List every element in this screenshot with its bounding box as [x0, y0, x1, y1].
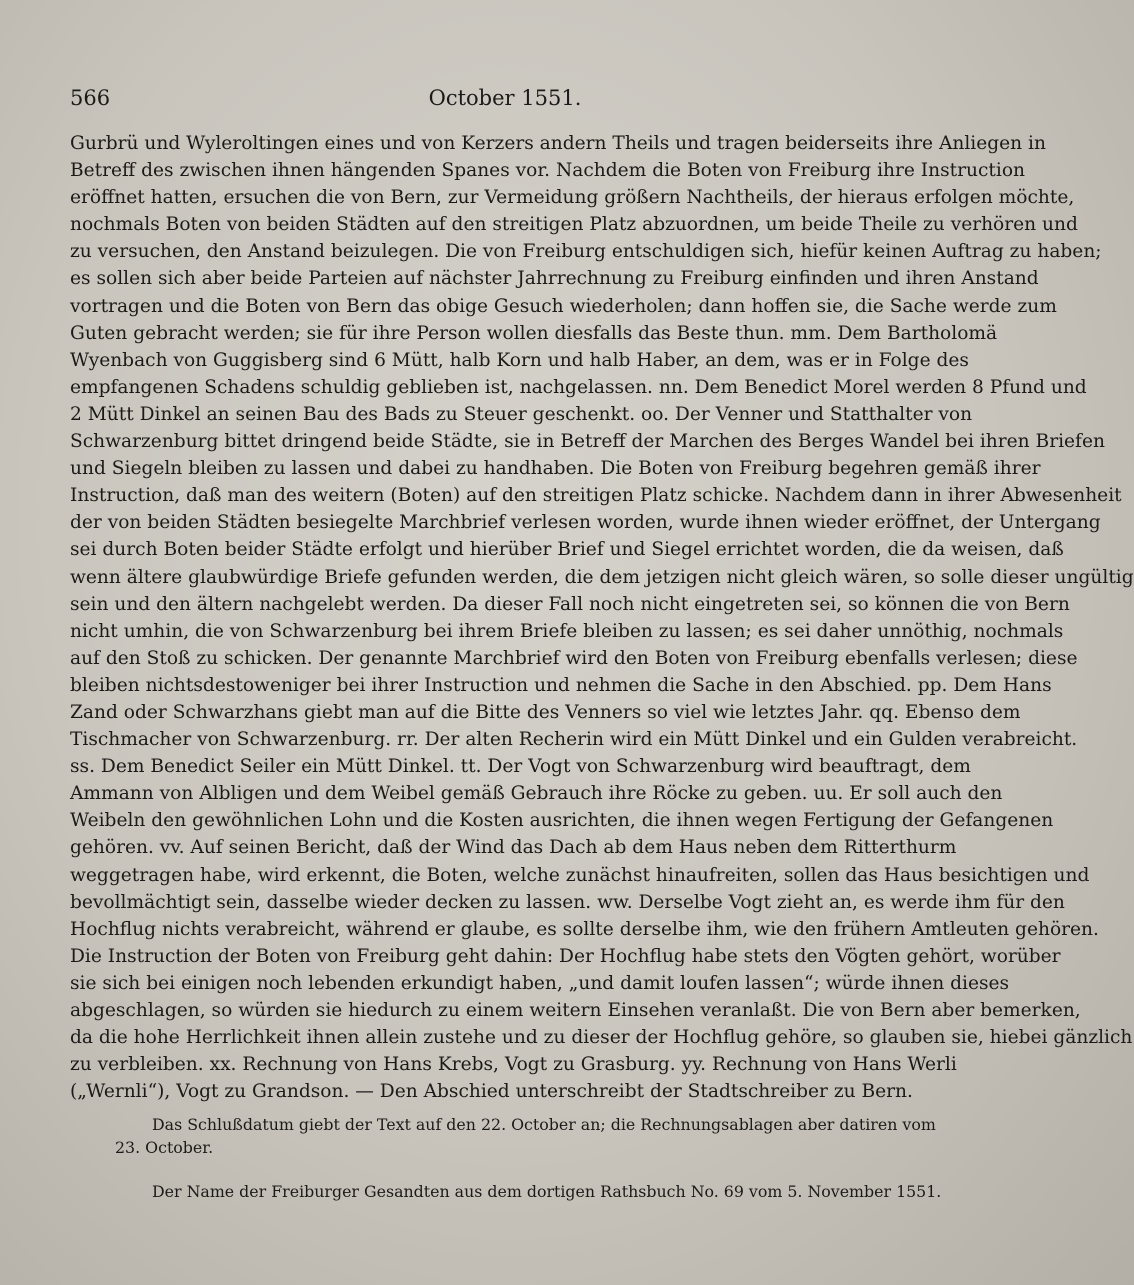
text-line: zu versuchen, den Anstand beizulegen. Die von Freiburg entschuldigen sich, hiefür keinen Auftrag zu haben;	[70, 241, 1102, 263]
text-line: nochmals Boten von beiden Städten auf den streitigen Platz abzuordnen, um beide Theile zu verhören und	[70, 214, 1078, 236]
text-line: vortragen und die Boten von Bern das obige Gesuch wiederholen; dann hoffen sie, die Sache werde zum	[70, 295, 1057, 317]
text-line: Zand oder Schwarzhans giebt man auf die Bitte des Venners so viel wie letztes Jahr. qq. Ebenso dem	[70, 701, 1021, 723]
text-line: bleiben nichtsdestoweniger bei ihrer Instruction und nehmen die Sache in den Abschied. pp. Dem Hans	[70, 674, 1052, 696]
text-line: Schwarzenburg bittet dringend beide Städte, sie in Betreff der Marchen des Berges Wandel bei ihren Briefen	[70, 431, 1105, 453]
text-line: Instruction, daß man des weitern (Boten) auf den streitigen Platz schicke. Nachdem dann in ihrer Abwesenheit	[70, 485, 1122, 507]
text-line: Ammann von Albligen und dem Weibel gemäß Gebrauch ihre Röcke zu geben. uu. Er soll auch den	[70, 783, 1003, 805]
text-line: sein und den ältern nachgelebt werden. Da dieser Fall noch nicht eingetreten sei, so können die von Bern	[70, 593, 1070, 615]
page-header	[70, 86, 940, 116]
text-line: es sollen sich aber beide Parteien auf nächster Jahrrechnung zu Freiburg einfinden und ihren Anstand	[70, 268, 1039, 290]
footnote-2: Der Name der Freiburger Gesandten aus dem dortigen Rathsbuch No. 69 vom 5. November 1551.	[152, 1182, 942, 1201]
page-number: 566	[70, 86, 111, 110]
text-line: Weibeln den gewöhnlichen Lohn und die Kosten ausrichten, die ihnen wegen Fertigung der Gefangenen	[70, 810, 1054, 832]
text-line: da die hohe Herrlichkeit ihnen allein zustehe und zu dieser der Hochflug gehöre, so glauben sie, hiebei gänzlich	[70, 1027, 1133, 1049]
text-line: eröffnet hatten, ersuchen die von Bern, zur Vermeidung größern Nachtheils, der hieraus erfolgen möchte,	[70, 187, 1075, 209]
text-line: und Siegeln bleiben zu lassen und dabei zu handhaben. Die Boten von Freiburg begehren gemäß ihrer	[70, 458, 1041, 480]
text-line: sie sich bei einigen noch lebenden erkundigt haben, „und damit loufen lassen“; würde ihnen dieses	[70, 972, 1010, 994]
running-title: October 1551.	[428, 86, 582, 110]
body-text	[70, 130, 1134, 1105]
text-line: Gurbrü und Wyleroltingen eines und von Kerzers andern Theils und tragen beiderseits ihre Anliegen in	[70, 133, 1046, 154]
text-line: Hochflug nichts verabreicht, während er glaube, es sollte derselbe ihm, wie den frühern Amtleuten gehören.	[70, 918, 1099, 940]
text-line: wenn ältere glaubwürdige Briefe gefunden werden, die dem jetzigen nicht gleich wären, so solle dieser ungültig	[70, 566, 1134, 588]
text-line: auf den Stoß zu schicken. Der genannte Marchbrief wird den Boten von Freiburg ebenfalls verlesen; diese	[70, 647, 1078, 669]
footnote-1-line-1: Das Schlußdatum giebt der Text auf den 22. October an; die Rechnungsablagen aber datiren vom	[152, 1115, 936, 1134]
text-line: weggetragen habe, wird erkennt, die Boten, welche zunächst hinaufreiten, sollen das Haus besichtigen und	[70, 864, 1090, 886]
footnote-1-line-2: 23. October.	[115, 1138, 214, 1157]
text-line: gehören. vv. Auf seinen Bericht, daß der Wind das Dach ab dem Haus neben dem Ritterthurm	[70, 837, 957, 859]
text-line: („Wernli“), Vogt zu Grandson. — Den Abschied unterschreibt der Stadtschreiber zu Bern.	[70, 1081, 913, 1103]
text-line: ss. Dem Benedict Seiler ein Mütt Dinkel. tt. Der Vogt von Schwarzenburg wird beauftragt, dem	[70, 756, 971, 778]
text-line: zu verbleiben. xx. Rechnung von Hans Krebs, Vogt zu Grasburg. yy. Rechnung von Hans Werli	[70, 1054, 957, 1076]
text-line: nicht umhin, die von Schwarzenburg bei ihrem Briefe bleiben zu lassen; es sei daher unnöthig, nochmals	[70, 620, 1064, 642]
text-line: Guten gebracht werden; sie für ihre Person wollen diesfalls das Beste thun. mm. Dem Bartholomä	[70, 322, 998, 344]
text-line: empfangenen Schadens schuldig geblieben ist, nachgelassen. nn. Dem Benedict Morel werden 8 Pfund und	[70, 376, 1087, 398]
text-line: abgeschlagen, so würden sie hiedurch zu einem weitern Einsehen veranlaßt. Die von Bern aber bemerken,	[70, 1000, 1081, 1021]
text-line: der von beiden Städten besiegelte Marchbrief verlesen worden, wurde ihnen wieder eröffnet, der Untergang	[70, 512, 1101, 534]
text-line: Betreff des zwischen ihnen hängenden Spanes vor. Nachdem die Boten von Freiburg ihre Instruction	[70, 160, 1026, 182]
text-line: Wyenbach von Guggisberg sind 6 Mütt, halb Korn und halb Haber, an dem, was er in Folge des	[70, 349, 969, 371]
text-line: sei durch Boten beider Städte erfolgt und hierüber Brief und Siegel errichtet worden, die da weisen, daß	[70, 539, 1064, 561]
text-line: bevollmächtigt sein, dasselbe wieder decken zu lassen. ww. Derselbe Vogt zieht an, es werde ihm für den	[70, 891, 1065, 913]
text-line: Tischmacher von Schwarzenburg. rr. Der alten Recherin wird ein Mütt Dinkel und ein Gulden verabreicht.	[70, 729, 1078, 751]
text-line: 2 Mütt Dinkel an seinen Bau des Bads zu Steuer geschenkt. oo. Der Venner und Statthalter von	[70, 403, 973, 425]
text-line: Die Instruction der Boten von Freiburg geht dahin: Der Hochflug habe stets den Vögten gehört, worüber	[70, 945, 1061, 967]
